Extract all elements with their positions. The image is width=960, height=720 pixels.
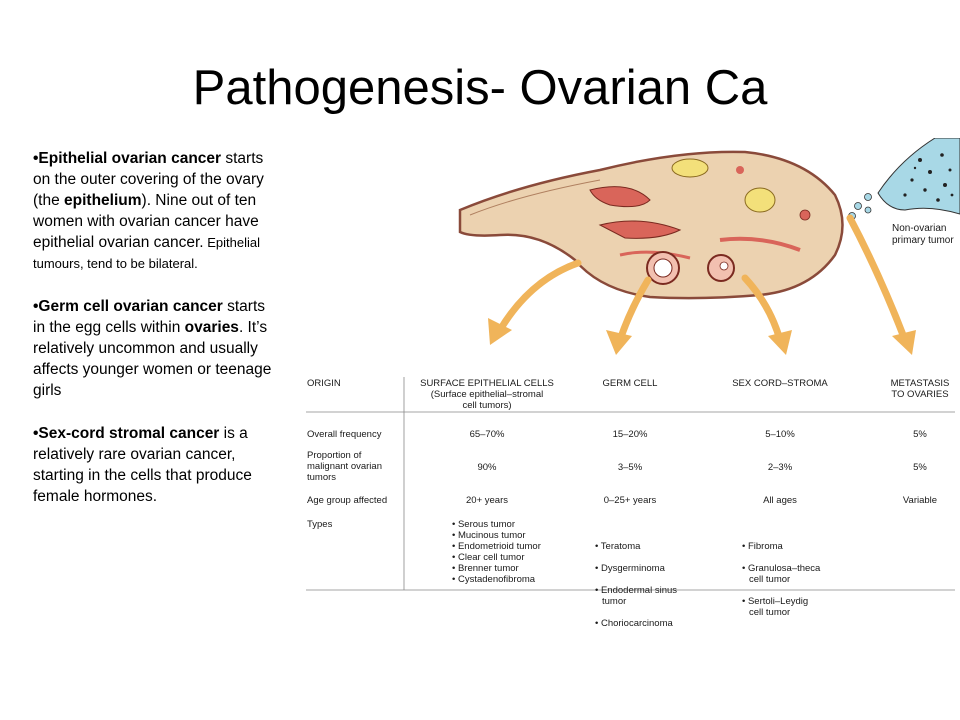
bullet-germ-cell: •Germ cell ovarian cancer starts in the egg cells within ovaries. It’s relatively uncommon and usually affects younger women or teenage girls <box>33 298 272 399</box>
types-sexcord <box>740 519 820 640</box>
list-item: • Clear cell tumor <box>459 552 541 563</box>
header-origin: ORIGIN <box>307 378 341 389</box>
cell: 90% <box>477 462 497 473</box>
list-item: • Endometrioid tumor <box>459 541 541 552</box>
bullet-sex-cord: •Sex-cord stromal cancer is a relatively rare ovarian cancer, starting in the cells that produce female hormones. <box>33 425 252 505</box>
cell: 65–70% <box>469 429 505 440</box>
cell: 5% <box>913 429 927 440</box>
row-label-frequency: Overall frequency <box>307 429 382 440</box>
cell: 20+ years <box>466 495 508 506</box>
row-label-proportion: Proportion of malignant ovarian tumors <box>307 450 382 483</box>
origin-table <box>300 370 955 629</box>
list-item: • Endodermal sinus tumor <box>602 585 677 607</box>
cell: 5% <box>913 462 927 473</box>
list-item: • Serous tumor <box>459 519 541 530</box>
header-sexcord: SEX CORD–STROMA <box>732 378 828 389</box>
slide-title: Pathogenesis- Ovarian Ca <box>192 61 768 115</box>
list-item: • Mucinous tumor <box>459 530 541 541</box>
cell: 5–10% <box>765 429 795 440</box>
header-metastasis: METASTASIS TO OVARIES <box>890 378 950 400</box>
list-item: • Dysgerminoma <box>602 563 677 574</box>
list-item: • Cystadenofibroma <box>459 574 541 585</box>
list-item: • Choriocarcinoma <box>602 618 677 629</box>
header-germ: GERM CELL <box>602 378 658 389</box>
cell: 15–20% <box>612 429 648 440</box>
list-item: • Sertoli–Leydig cell tumor <box>749 596 820 618</box>
list-item: • Brenner tumor <box>459 563 541 574</box>
bullet-epithelial: •Epithelial ovarian cancer starts on the outer covering of the ovary (the epithelium). Nine out of ten women with ovarian cancer have epithelial ovarian cancer. Epithelial tumours, tend to be bilateral. <box>33 150 264 271</box>
list-item: • Granulosa–theca cell tumor <box>749 563 820 585</box>
tumor-label: Non-ovarian primary tumor <box>892 223 954 246</box>
primary-tumor-icon <box>878 138 960 214</box>
types-germ <box>593 519 677 651</box>
row-label-age: Age group affected <box>307 495 388 506</box>
cell: 3–5% <box>617 462 643 473</box>
bullet-list <box>33 148 273 529</box>
row-label-types: Types <box>307 519 333 530</box>
cell: Variable <box>902 495 938 506</box>
types-surface <box>450 519 541 585</box>
header-surface: SURFACE EPITHELIAL CELLS (Surface epithelial–stromal cell tumors) <box>420 378 554 411</box>
list-item: • Teratoma <box>602 541 677 552</box>
cell: 2–3% <box>767 462 793 473</box>
cell: 0–25+ years <box>603 495 657 506</box>
cell: All ages <box>763 495 797 506</box>
list-item: • Fibroma <box>749 541 820 552</box>
